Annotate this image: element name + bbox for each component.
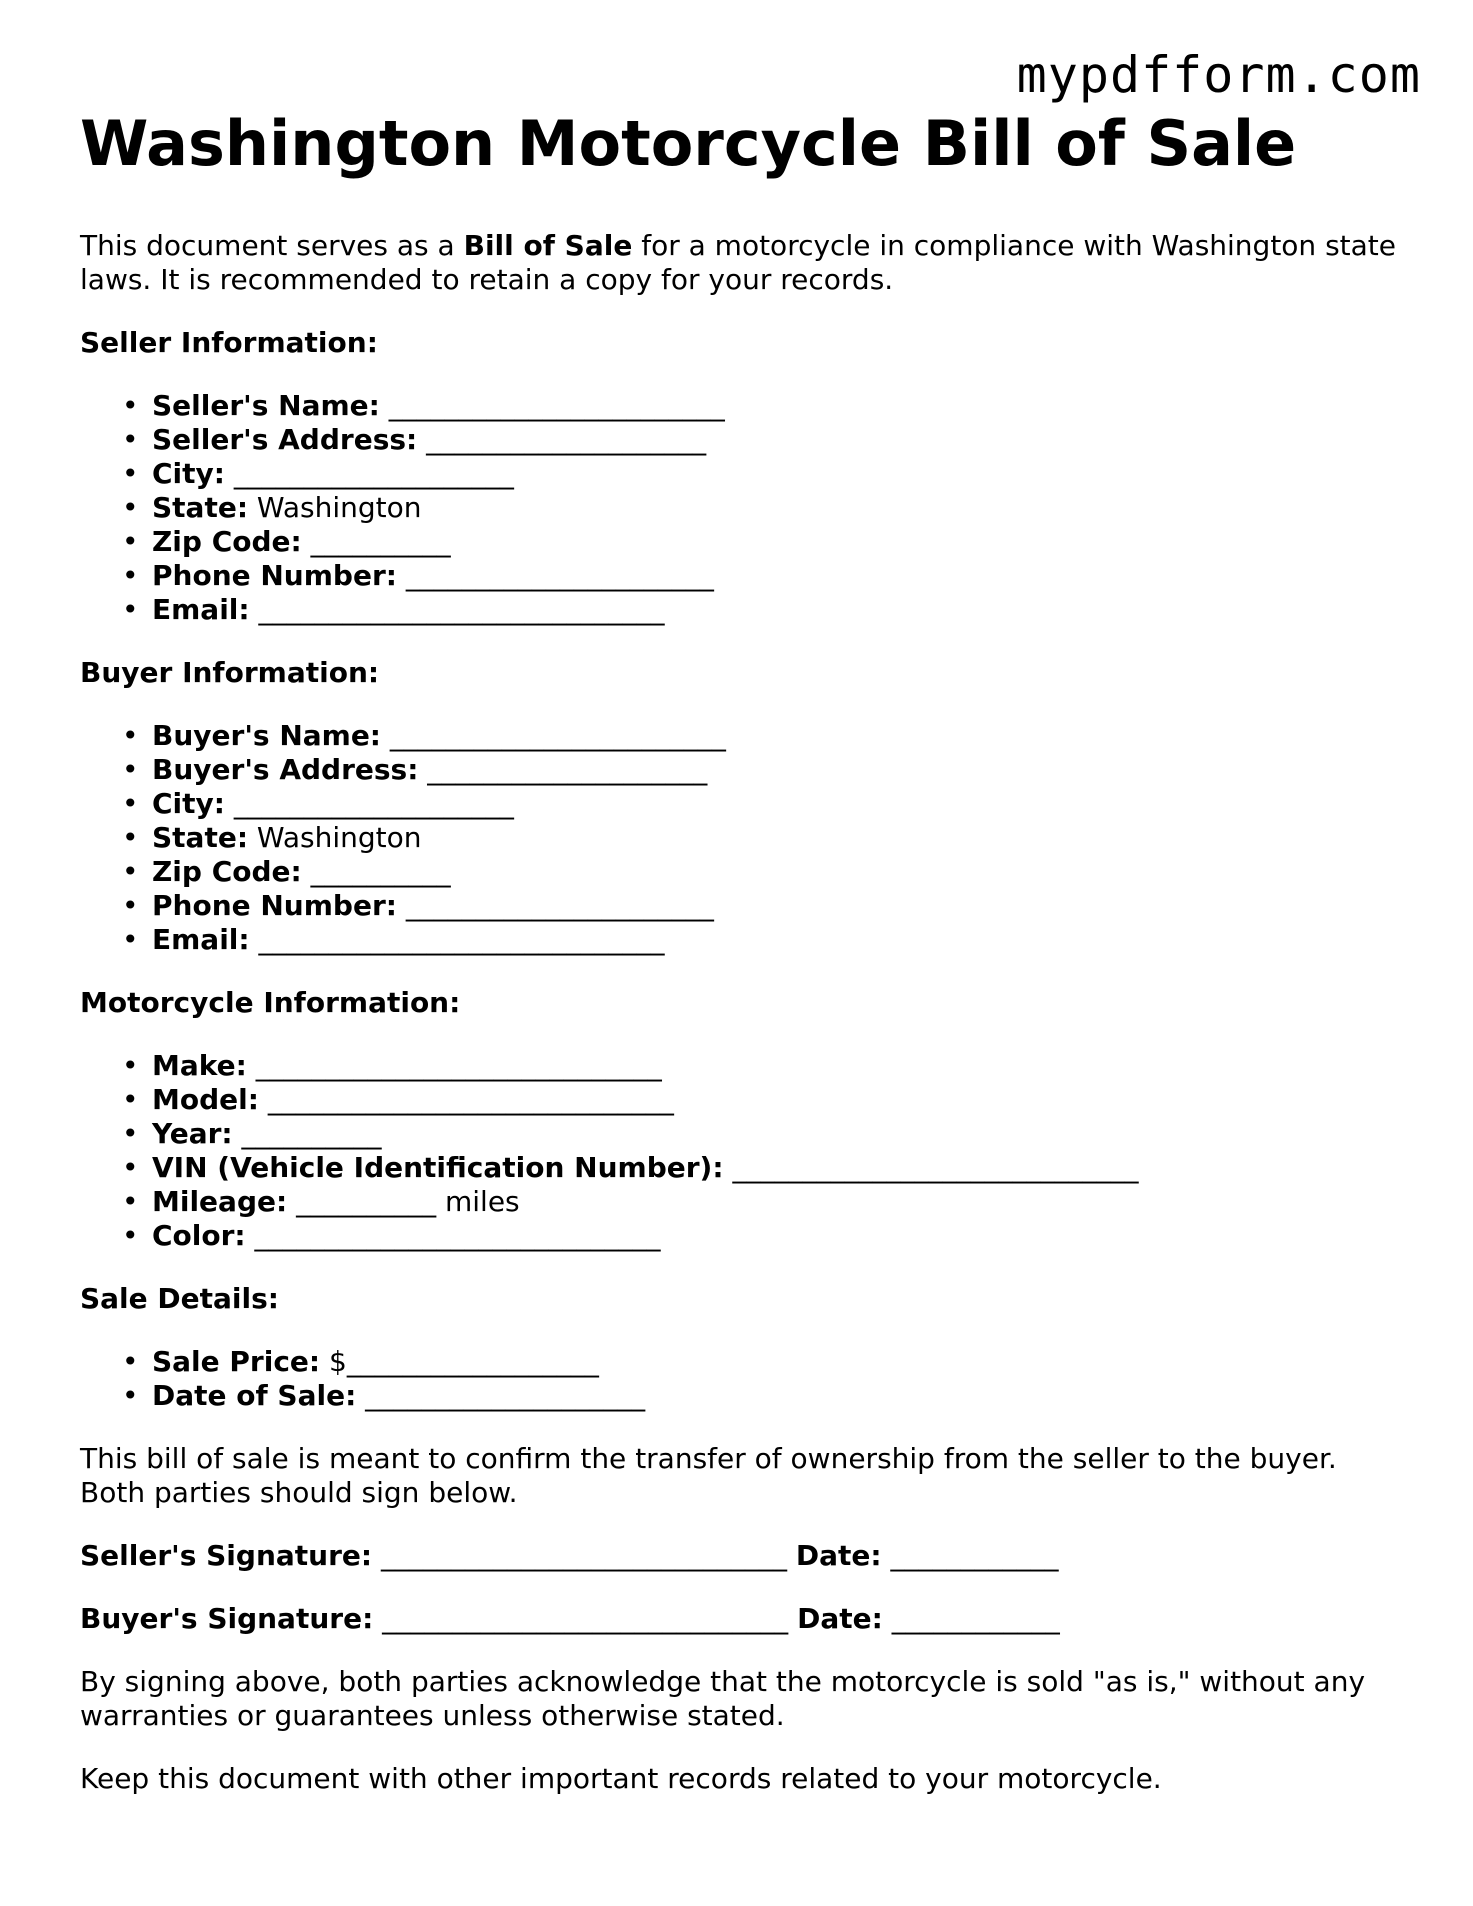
buyer-signature-row <box>80 1602 1410 1636</box>
buyer-signature-field[interactable]: _____________________________ <box>373 1602 798 1636</box>
document-page <box>80 108 1410 1796</box>
buyer-email-field[interactable]: _____________________________ <box>249 923 665 957</box>
color-label: Color: <box>152 1219 246 1253</box>
seller-signature-row <box>80 1539 1410 1573</box>
seller-city-label: City: <box>152 457 225 491</box>
document-title: Washington Motorcycle Bill of Sale <box>80 107 1297 180</box>
list-item <box>152 1379 1410 1413</box>
buyer-zip-field[interactable]: __________ <box>301 855 451 889</box>
buyer-section-heading: Buyer Information: <box>80 656 380 690</box>
motorcycle-list <box>80 1049 1410 1253</box>
buyer-name-field[interactable]: ________________________ <box>381 719 726 753</box>
make-field[interactable]: _____________________________ <box>246 1049 662 1083</box>
keep-records-paragraph: Keep this document with other important records related to your motorcycle. <box>80 1762 1162 1796</box>
seller-signature-field[interactable]: _____________________________ <box>372 1539 796 1573</box>
list-item <box>152 1219 1410 1253</box>
sale-date-label: Date of Sale: <box>152 1379 357 1413</box>
list-item <box>152 889 1410 923</box>
buyer-name-label: Buyer's Name: <box>152 719 382 753</box>
seller-section-heading: Seller Information: <box>80 326 378 360</box>
list-item <box>152 719 1410 753</box>
sale-price-label: Sale Price: <box>152 1345 321 1379</box>
list-item <box>152 1117 1410 1151</box>
seller-signature-label: Seller's Signature: <box>80 1539 373 1573</box>
buyer-phone-label: Phone Number: <box>152 889 397 923</box>
list-item <box>152 787 1410 821</box>
buyer-signature-label: Buyer's Signature: <box>80 1602 374 1636</box>
seller-list <box>80 389 1410 627</box>
mileage-field[interactable]: __________ miles <box>287 1185 520 1219</box>
seller-name-field[interactable]: ________________________ <box>379 389 725 423</box>
buyer-email-label: Email: <box>152 923 250 957</box>
vin-label: VIN (Vehicle Identification Number): <box>152 1151 724 1185</box>
intro-text-after: for a motorcycle in compliance with Washington state laws. It is recommended to retain a copy for your records. <box>80 229 1397 297</box>
list-item <box>152 923 1410 957</box>
seller-state-value: Washington <box>248 491 422 525</box>
seller-zip-field[interactable]: __________ <box>301 525 451 559</box>
buyer-date-label: Date: <box>797 1602 883 1636</box>
buyer-zip-label: Zip Code: <box>152 855 302 889</box>
sale-section-heading: Sale Details: <box>80 1282 279 1316</box>
transfer-paragraph: This bill of sale is meant to confirm the transfer of ownership from the seller to the buyer. Both parties should sign below. <box>80 1442 1337 1510</box>
list-item <box>152 1185 1410 1219</box>
seller-date-label: Date: <box>795 1539 882 1573</box>
sale-date-field[interactable]: ____________________ <box>356 1379 646 1413</box>
list-item <box>152 559 1410 593</box>
color-field[interactable]: _____________________________ <box>245 1219 661 1253</box>
buyer-state-value: Washington <box>248 821 422 855</box>
list-item <box>152 491 1410 525</box>
list-item <box>152 855 1410 889</box>
buyer-city-field[interactable]: ____________________ <box>224 787 514 821</box>
list-item <box>152 457 1410 491</box>
list-item <box>152 1083 1410 1117</box>
sale-price-field[interactable]: $__________________ <box>320 1345 599 1379</box>
seller-address-label: Seller's Address: <box>152 423 418 457</box>
list-item <box>152 593 1410 627</box>
buyer-phone-field[interactable]: ______________________ <box>396 889 714 923</box>
seller-address-field[interactable]: ____________________ <box>417 423 707 457</box>
seller-phone-field[interactable]: ______________________ <box>396 559 714 593</box>
list-item <box>152 753 1410 787</box>
seller-date-field[interactable]: ____________ <box>881 1539 1059 1573</box>
intro-text-bold: Bill of Sale <box>463 229 633 263</box>
seller-email-label: Email: <box>152 593 250 627</box>
buyer-state-label: State: <box>152 821 249 855</box>
list-item <box>152 1345 1410 1379</box>
buyer-address-label: Buyer's Address: <box>152 753 419 787</box>
list-item <box>152 1049 1410 1083</box>
seller-email-field[interactable]: _____________________________ <box>249 593 665 627</box>
model-label: Model: <box>152 1083 259 1117</box>
list-item <box>152 525 1410 559</box>
model-field[interactable]: _____________________________ <box>258 1083 674 1117</box>
buyer-list <box>80 719 1410 957</box>
seller-name-label: Seller's Name: <box>152 389 380 423</box>
seller-phone-label: Phone Number: <box>152 559 397 593</box>
list-item <box>152 423 1410 457</box>
motorcycle-section-heading: Motorcycle Information: <box>80 986 461 1020</box>
year-label: Year: <box>152 1117 233 1151</box>
sale-list <box>80 1345 1410 1413</box>
make-label: Make: <box>152 1049 247 1083</box>
list-item <box>152 1151 1410 1185</box>
watermark: mypdfform.com <box>1016 46 1421 104</box>
intro-paragraph <box>80 229 1410 297</box>
year-field[interactable]: __________ <box>232 1117 382 1151</box>
list-item <box>152 389 1410 423</box>
buyer-address-field[interactable]: ____________________ <box>418 753 708 787</box>
seller-city-field[interactable]: ____________________ <box>224 457 514 491</box>
seller-state-label: State: <box>152 491 249 525</box>
intro-text-before: This document serves as a <box>80 229 464 263</box>
mileage-label: Mileage: <box>152 1185 288 1219</box>
list-item <box>152 821 1410 855</box>
seller-zip-label: Zip Code: <box>152 525 302 559</box>
vin-field[interactable]: _____________________________ <box>723 1151 1139 1185</box>
as-is-paragraph: By signing above, both parties acknowledge that the motorcycle is sold "as is," without any warranties or guarantees unless otherwise stated. <box>80 1665 1366 1733</box>
buyer-city-label: City: <box>152 787 225 821</box>
buyer-date-field[interactable]: ____________ <box>882 1602 1060 1636</box>
